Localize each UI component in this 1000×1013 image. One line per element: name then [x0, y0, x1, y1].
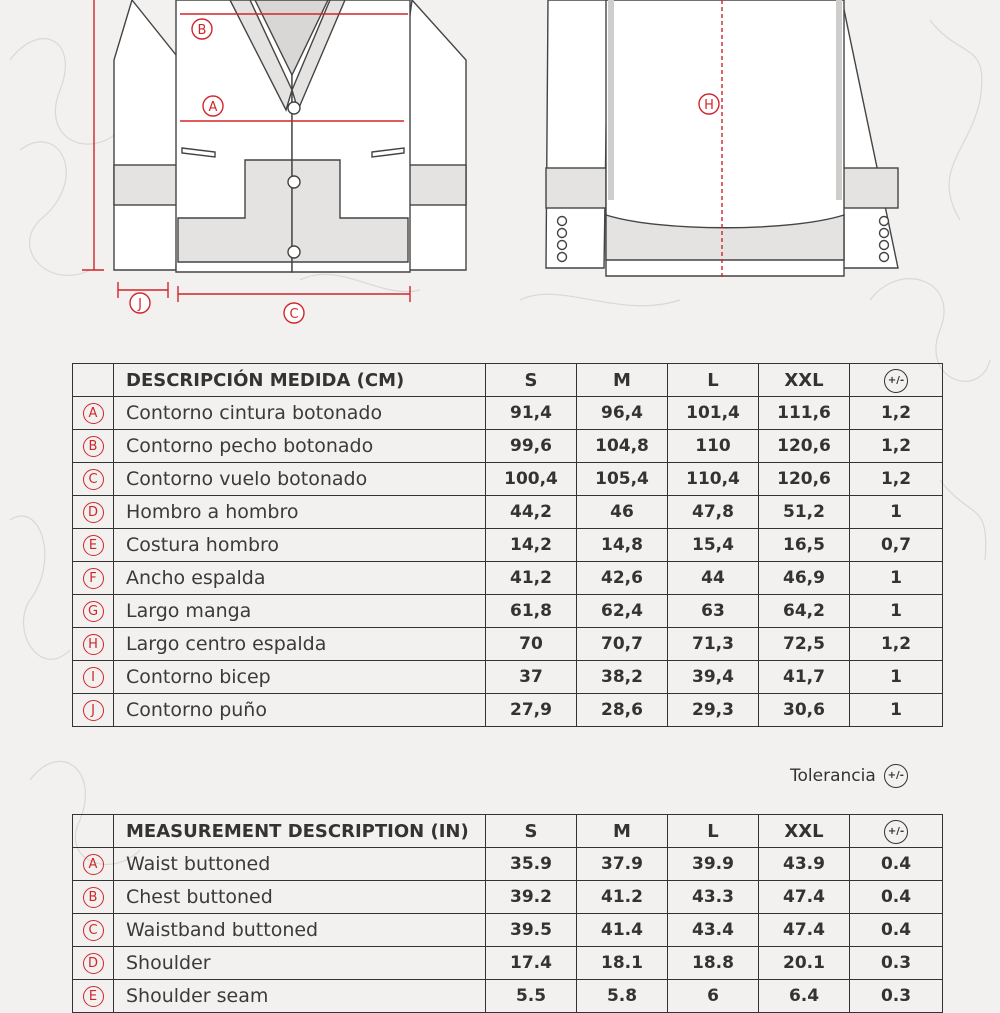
table-row — [73, 881, 943, 914]
table-row — [73, 496, 943, 529]
table-row — [73, 430, 943, 463]
header-s: S — [486, 364, 577, 397]
value-xxl: 64,2 — [759, 595, 850, 628]
tolerance-icon: +/- — [884, 820, 908, 844]
value-tolerance: 0.3 — [850, 947, 943, 980]
value-m: 70,7 — [577, 628, 668, 661]
label-a: A — [208, 100, 218, 115]
value-xxl: 6.4 — [759, 980, 850, 1013]
value-l: 44 — [668, 562, 759, 595]
value-s: 99,6 — [486, 430, 577, 463]
value-tolerance: 1 — [850, 496, 943, 529]
table-row — [73, 628, 943, 661]
row-letter-badge: I — [83, 667, 104, 688]
value-xxl: 30,6 — [759, 694, 850, 727]
tolerance-icon: +/- — [884, 764, 908, 788]
value-l: 43.4 — [668, 914, 759, 947]
value-xxl: 20.1 — [759, 947, 850, 980]
measurement-table-cm — [72, 363, 943, 727]
row-letter-badge: C — [83, 920, 104, 941]
table-row — [73, 947, 943, 980]
table-row — [73, 562, 943, 595]
value-tolerance: 0,7 — [850, 529, 943, 562]
value-s: 27,9 — [486, 694, 577, 727]
value-l: 47,8 — [668, 496, 759, 529]
header-l: L — [668, 815, 759, 848]
value-s: 14,2 — [486, 529, 577, 562]
header-s: S — [486, 815, 577, 848]
label-h: H — [704, 98, 714, 113]
row-letter-badge: B — [83, 887, 104, 908]
value-s: 44,2 — [486, 496, 577, 529]
value-l: 101,4 — [668, 397, 759, 430]
row-letter-badge: D — [83, 502, 104, 523]
value-l: 71,3 — [668, 628, 759, 661]
header-xxl: XXL — [759, 364, 850, 397]
value-xxl: 47.4 — [759, 914, 850, 947]
header-m: M — [577, 364, 668, 397]
value-m: 42,6 — [577, 562, 668, 595]
value-tolerance: 0.3 — [850, 980, 943, 1013]
header-xxl: XXL — [759, 815, 850, 848]
value-xxl: 47.4 — [759, 881, 850, 914]
row-letter-badge: E — [83, 535, 104, 556]
value-m: 14,8 — [577, 529, 668, 562]
row-letter-badge: C — [83, 469, 104, 490]
table-row — [73, 397, 943, 430]
label-c: C — [289, 307, 299, 322]
row-description: Contorno bicep — [114, 661, 486, 694]
value-tolerance: 0.4 — [850, 914, 943, 947]
value-l: 18.8 — [668, 947, 759, 980]
value-xxl: 111,6 — [759, 397, 850, 430]
value-s: 35.9 — [486, 848, 577, 881]
value-m: 105,4 — [577, 463, 668, 496]
row-description: Waist buttoned — [114, 848, 486, 881]
value-m: 41.4 — [577, 914, 668, 947]
value-s: 39.5 — [486, 914, 577, 947]
value-l: 29,3 — [668, 694, 759, 727]
value-l: 110 — [668, 430, 759, 463]
value-m: 104,8 — [577, 430, 668, 463]
value-m: 38,2 — [577, 661, 668, 694]
value-m: 37.9 — [577, 848, 668, 881]
row-description: Chest buttoned — [114, 881, 486, 914]
row-letter-badge: H — [83, 634, 104, 655]
value-xxl: 51,2 — [759, 496, 850, 529]
row-letter-badge: E — [83, 986, 104, 1007]
value-xxl: 120,6 — [759, 463, 850, 496]
value-tolerance: 0.4 — [850, 881, 943, 914]
tolerance-label: Tolerancia — [790, 766, 876, 786]
table-row — [73, 529, 943, 562]
value-m: 41.2 — [577, 881, 668, 914]
value-m: 28,6 — [577, 694, 668, 727]
value-m: 62,4 — [577, 595, 668, 628]
table-header-row — [73, 364, 943, 397]
label-b: B — [197, 23, 207, 38]
row-description: Largo centro espalda — [114, 628, 486, 661]
value-tolerance: 1,2 — [850, 463, 943, 496]
label-j: J — [138, 297, 142, 312]
table-row — [73, 848, 943, 881]
table-row — [73, 980, 943, 1013]
value-s: 41,2 — [486, 562, 577, 595]
row-description: Waistband buttoned — [114, 914, 486, 947]
value-l: 110,4 — [668, 463, 759, 496]
value-xxl: 43.9 — [759, 848, 850, 881]
row-description: Contorno vuelo botonado — [114, 463, 486, 496]
value-xxl: 41,7 — [759, 661, 850, 694]
table-header-row — [73, 815, 943, 848]
row-letter-badge: A — [83, 854, 104, 875]
jacket-illustration — [0, 0, 1000, 340]
value-tolerance: 1,2 — [850, 430, 943, 463]
row-letter-badge: D — [83, 953, 104, 974]
table-row — [73, 694, 943, 727]
table-row — [73, 914, 943, 947]
value-tolerance: 0.4 — [850, 848, 943, 881]
value-tolerance: 1 — [850, 562, 943, 595]
value-l: 15,4 — [668, 529, 759, 562]
value-s: 39.2 — [486, 881, 577, 914]
header-description: DESCRIPCIÓN MEDIDA (CM) — [114, 364, 486, 397]
measurement-table-in — [72, 814, 943, 1013]
row-letter-badge: F — [83, 568, 104, 589]
value-s: 37 — [486, 661, 577, 694]
row-description: Hombro a hombro — [114, 496, 486, 529]
value-m: 5.8 — [577, 980, 668, 1013]
row-description: Contorno cintura botonado — [114, 397, 486, 430]
header-l: L — [668, 364, 759, 397]
value-s: 70 — [486, 628, 577, 661]
value-tolerance: 1 — [850, 661, 943, 694]
value-xxl: 46,9 — [759, 562, 850, 595]
value-l: 6 — [668, 980, 759, 1013]
value-l: 39,4 — [668, 661, 759, 694]
row-description: Ancho espalda — [114, 562, 486, 595]
value-tolerance: 1 — [850, 595, 943, 628]
table-row — [73, 595, 943, 628]
row-letter-badge: G — [83, 601, 104, 622]
value-tolerance: 1,2 — [850, 397, 943, 430]
row-letter-badge: A — [83, 403, 104, 424]
value-l: 63 — [668, 595, 759, 628]
tolerance-note — [790, 764, 908, 788]
value-s: 100,4 — [486, 463, 577, 496]
value-m: 18.1 — [577, 947, 668, 980]
jacket-front — [114, 0, 466, 272]
value-m: 46 — [577, 496, 668, 529]
value-s: 91,4 — [486, 397, 577, 430]
header-m: M — [577, 815, 668, 848]
tolerance-icon: +/- — [884, 369, 908, 393]
value-m: 96,4 — [577, 397, 668, 430]
value-l: 43.3 — [668, 881, 759, 914]
row-letter-badge: J — [83, 700, 104, 721]
value-tolerance: 1,2 — [850, 628, 943, 661]
row-description: Shoulder — [114, 947, 486, 980]
header-description: MEASUREMENT DESCRIPTION (IN) — [114, 815, 486, 848]
value-xxl: 16,5 — [759, 529, 850, 562]
row-description: Costura hombro — [114, 529, 486, 562]
value-s: 5.5 — [486, 980, 577, 1013]
value-l: 39.9 — [668, 848, 759, 881]
row-description: Largo manga — [114, 595, 486, 628]
value-s: 17.4 — [486, 947, 577, 980]
value-tolerance: 1 — [850, 694, 943, 727]
table-row — [73, 661, 943, 694]
row-description: Contorno pecho botonado — [114, 430, 486, 463]
value-s: 61,8 — [486, 595, 577, 628]
value-xxl: 72,5 — [759, 628, 850, 661]
row-letter-badge: B — [83, 436, 104, 457]
table-row — [73, 463, 943, 496]
row-description: Shoulder seam — [114, 980, 486, 1013]
value-xxl: 120,6 — [759, 430, 850, 463]
row-description: Contorno puño — [114, 694, 486, 727]
